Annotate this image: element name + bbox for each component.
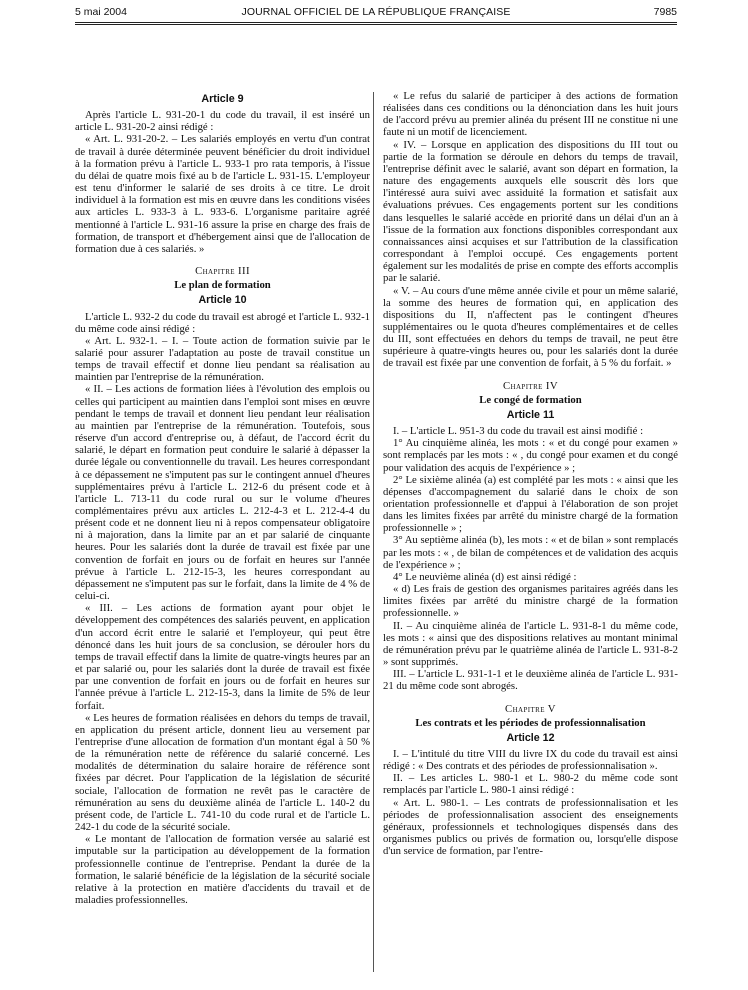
left-column xyxy=(75,90,370,906)
paragraph: « Le montant de l'allocation de formation versée au salarié est imputable sur la participation au développement de la formation professionnelle continue de l'entreprise. Pendant la durée de la formation, le salarié bénéficie de la législation de la sécurité sociale relative à la protection en matière d'accidents du travail et de maladies professionnelles. xyxy=(75,833,370,906)
paragraph: « d) Les frais de gestion des organismes paritaires agréés dans les limites fixées par arrêté du ministre chargé de la formation professionnelle. » xyxy=(383,583,678,620)
header-rule xyxy=(75,22,677,25)
paragraph: 3° Au septième alinéa (b), les mots : « et de bilan » sont remplacés par les mots : « , de bilan de compétences et de validation des acquis de l'expérience » ; xyxy=(383,534,678,571)
page-header xyxy=(75,4,677,20)
paragraph: « III. – Les actions de formation ayant pour objet le développement des compétences des salariés peuvent, en application d'un accord écrit entre le salarié et l'employeur, qui peut être dénoncé dans les huit jours de sa conclusion, se dérouler hors du temps de travail effectif dans la limite de quatre-vingts heures par an et par salarié ou, pour les salariés dont la durée de travail est fixée par une convention de forfait en jours ou de forfait en heures sur l'année prévue à l'article L. 212-15-3, dans la limite de 5% de leur forfait. xyxy=(75,602,370,712)
paragraph: « Le refus du salarié de participer à des actions de formation réalisées dans ces conditions ou la dénonciation dans les huit jours de l'accord prévu au premier alinéa du présent III ne constitue ni une faute ni un motif de licenciement. xyxy=(383,90,678,139)
chapter-4-title: Le congé de formation xyxy=(479,393,582,406)
paragraph: 1° Au cinquième alinéa, les mots : « et du congé pour examen » sont remplacés par les mots : « , du congé pour examen et du congé pour validation des acquis de l'expérience » ; xyxy=(383,437,678,474)
paragraph: « Art. L. 931-20-2. – Les salariés employés en vertu d'un contrat de travail à durée déterminée peuvent bénéficier du droit individuel à la formation prévu à l'article L. 933-1 pro rata temporis, à l'issue du délai de quatre mois fixé au b de l'article L. 931-15. L'employeur est tenu d'informer le salarié de ses droits à ce titre. Le droit individuel à la formation est mis en œuvre dans les conditions visées aux articles L. 933-3 à L. 933-6. L'organisme paritaire agréé mentionné à l'article L. 931-16 assure la prise en charge des frais de formation, de transport et d'hébergement ainsi que de l'allocation de formation due à ces salariés. » xyxy=(75,133,370,255)
paragraph: L'article L. 932-2 du code du travail est abrogé et l'article L. 932-1 du même code ainsi rédigé : xyxy=(75,310,370,335)
article-12-title: Article 12 xyxy=(506,731,555,744)
paragraph: 4° Le neuvième alinéa (d) est ainsi rédigé : xyxy=(393,570,577,583)
paragraph: « Art. L. 980-1. – Les contrats de professionnalisation et les périodes de professionnalisation associent des enseignements généraux, professionnels et technologiques dispensés dans des organismes publics ou privés de formation ou, lorsqu'elle dispose d'un service de formation, par l'entre- xyxy=(383,796,678,858)
paragraph: « Art. L. 932-1. – I. – Toute action de formation suivie par le salarié pour assurer l'adaptation au poste de travail constitue un temps de travail effectif et donne lieu pendant sa réalisation au maintien par l'entreprise de la rémunération. xyxy=(75,334,370,384)
chapter-5-label: Chapitre V xyxy=(505,702,556,715)
column-divider xyxy=(373,92,374,972)
article-9-title: Article 9 xyxy=(201,93,244,105)
paragraph: « Les heures de formation réalisées en dehors du temps de travail, en application du présent article, donnent lieu au versement par l'entreprise d'une allocation de formation d'un montant égal à 50 % de la rémunération nette de référence du salarié concerné. Les modalités de détermination du salaire horaire de référence sont fixées par décret. Pour l'application de la législation de sécurité sociale, l'allocation de formation ne revêt pas le caractère de rémunération au sens du deuxième alinéa de l'article L. 140-2 du présent code, de l'article L. 741-10 du code rural et de l'article L. 242-1 du code de la sécurité sociale. xyxy=(75,711,370,834)
article-11-title: Article 11 xyxy=(506,408,555,421)
chapter-4-label: Chapitre IV xyxy=(502,379,559,392)
chapter-3-title: Le plan de formation xyxy=(174,279,271,292)
paragraph: 2° Le sixième alinéa (a) est complété par les mots : « ainsi que les dépenses d'accompagnement du salarié dans le choix de son orientation professionnelle et d'appui à l'élaboration de son projet dans les limites fixées par arrêté du ministre chargé de la formation professionnelle » ; xyxy=(383,473,678,535)
chapter-3-label: Chapitre III xyxy=(195,265,250,278)
paragraph: Après l'article L. 931-20-1 du code du travail, il est inséré un article L. 931-20-2 ainsi rédigé : xyxy=(75,109,370,134)
header-date: 5 mai 2004 xyxy=(75,6,127,18)
paragraph: II. – Les articles L. 980-1 et L. 980-2 du même code sont remplacés par l'article L. 980-1 ainsi rédigé : xyxy=(383,772,678,797)
article-10-title: Article 10 xyxy=(198,294,247,307)
paragraph: « IV. – Lorsque en application des dispositions du III tout ou partie de la formation se déroule en dehors du temps de travail, l'entreprise définit avec le salarié, avant son départ en formation, la nature des engagements auxquels elle souscrit dès lors que l'intéressé aura suivi avec assiduité la formation et satisfait aux évaluations prévues. Ces engagements portent sur les conditions dans lesquelles le salarié accède en priorité dans un délai d'un an à l'issue de la formation aux fonctions disponibles correspondant aux connaissances ainsi acquises et sur l'attribution de la classification correspondant à l'emploi occupé. Ces engagements portent également sur les modalités de prise en compte des efforts accomplis par le salarié. xyxy=(383,138,678,285)
chapter-5-title: Les contrats et les périodes de professionnalisation xyxy=(415,716,646,729)
paragraph: II. – Au cinquième alinéa de l'article L. 931-8-1 du même code, les mots : « ainsi que des dispositions relatives au montant minimal de rémunération prévu par le quatrième alinéa de l'article L. 931-8-2 » sont supprimés. xyxy=(383,619,678,669)
paragraph: « II. – Les actions de formation liées à l'évolution des emplois ou celles qui participent au maintien dans l'emploi sont mises en œuvre pendant le temps de travail et donnent lieu pendant leur réalisation au maintien par l'entreprise de la rémunération. Toutefois, sous réserve d'un accord d'entreprise ou, à défaut, de l'accord écrit du salarié, le départ en formation peut conduire le salarié à dépasser la durée légale ou conventionnelle du travail. Les heures correspondant à ce dépassement ne s'imputent pas sur le contingent annuel d'heures supplémentaires prévu à l'article L. 212-6 du présent code et à l'article L. 713-11 du code rural ou sur le volume d'heures complémentaires prévu aux articles L. 212-4-3 et L. 212-4-4 du présent code et ne donnent lieu ni à repos compensateur obligatoire ni à majoration, dans la limite par an et par salarié de cinquante heures. Pour les salariés dont la durée de travail est fixée par une convention de forfait en jours ou de forfait en heures sur l'année prévue à l'article L. 212-15-3, les heures correspondant au dépassement ne s'imputent pas sur le forfait, dans la limite de 4 % de celui-ci. xyxy=(75,383,370,603)
paragraph: III. – L'article L. 931-1-1 et le deuxième alinéa de l'article L. 931-21 du même code sont abrogés. xyxy=(383,668,678,693)
right-column xyxy=(383,90,678,857)
paragraph: I. – L'article L. 951-3 du code du travail est ainsi modifié : xyxy=(393,425,644,438)
header-page-number: 7985 xyxy=(653,6,677,18)
paragraph: « V. – Au cours d'une même année civile et pour un même salarié, la somme des heures de formation qui, en application des dispositions du II, n'affectent pas le contingent d'heures supplémentaires ou le quota d'heures complémentaires et de celles du III, sont effectuées en dehors du temps de travail, ne peut être supérieure à quatre-vingts heures ou, pour les salariés dont la durée de travail est fixée par une convention de forfait, à 5 % du forfait. » xyxy=(383,284,678,370)
paragraph: I. – L'intitulé du titre VIII du livre IX du code du travail est ainsi rédigé : « Des contrats et des périodes de professionnalisation ». xyxy=(383,747,678,773)
header-journal-title: JOURNAL OFFICIEL DE LA RÉPUBLIQUE FRANÇAISE xyxy=(241,6,511,18)
